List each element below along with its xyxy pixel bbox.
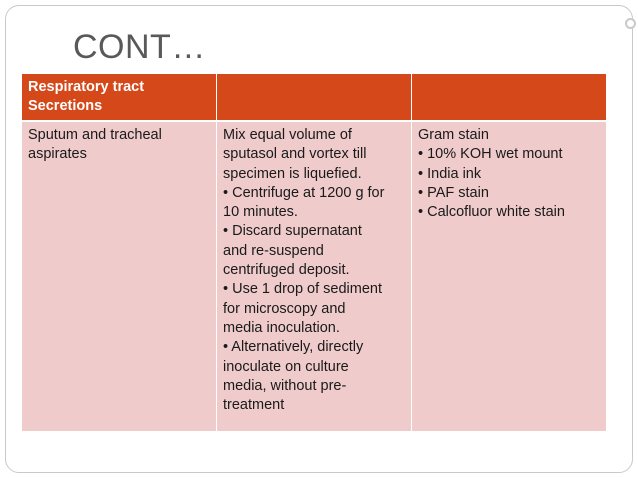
header-line: Respiratory tract: [28, 79, 145, 95]
cell-line: • Use 1 drop of sediment: [223, 281, 383, 298]
table-header-row: [22, 74, 607, 122]
slide-title: CONT…: [73, 28, 206, 66]
cell-line: • 10% KOH wet mount: [418, 146, 563, 163]
cell-line: • India ink: [418, 165, 482, 182]
cell-line: • Alternatively, directly: [223, 339, 364, 356]
cell-specimen: [22, 121, 217, 431]
cell-line: inoculate on culture: [223, 358, 349, 375]
header-cell-specimen: [22, 74, 217, 122]
header-cell-processing: [217, 74, 412, 122]
cell-processing: [217, 121, 412, 431]
specimen-processing-table: [21, 73, 607, 432]
cell-line: treatment: [223, 397, 285, 414]
cell-line: sputasol and vortex till: [223, 146, 367, 163]
header-cell-stains: [412, 74, 607, 122]
cell-line: centrifuged deposit.: [223, 262, 350, 279]
cell-line: Sputum and tracheal: [28, 127, 162, 143]
header-line: Secretions: [28, 98, 103, 114]
cell-line: specimen is liquefied.: [223, 165, 362, 182]
cell-line: for microscopy and: [223, 300, 346, 317]
frame-accent-dot: [625, 18, 636, 29]
cell-stains: [412, 121, 607, 431]
cell-line: • Discard supernatant: [223, 223, 362, 240]
cell-line: 10 minutes.: [223, 204, 298, 221]
cell-line: • Calcofluor white stain: [418, 204, 565, 221]
cell-line: and re-suspend: [223, 242, 324, 259]
cell-line: Mix equal volume of: [223, 127, 352, 143]
cell-line: Gram stain: [418, 127, 489, 143]
table-row: [22, 121, 607, 431]
cell-line: media, without pre-: [223, 377, 347, 394]
cell-line: aspirates: [28, 146, 87, 163]
cell-line: • Centrifuge at 1200 g for: [223, 184, 385, 201]
cell-line: • PAF stain: [418, 184, 489, 201]
cell-line: media inoculation.: [223, 319, 340, 336]
